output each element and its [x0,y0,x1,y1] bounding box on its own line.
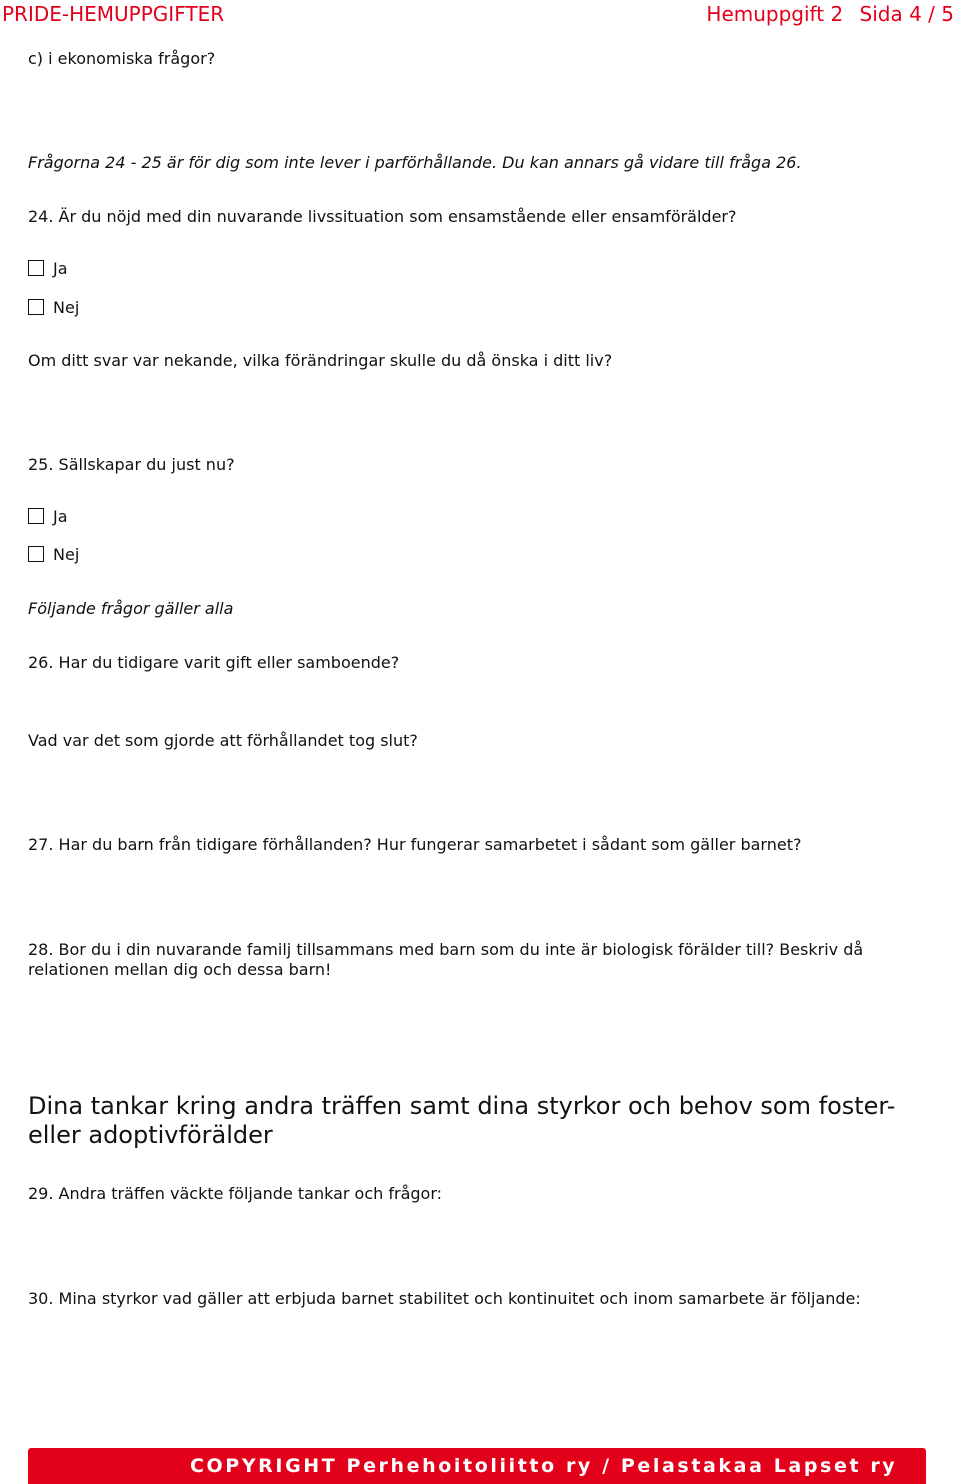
q24-option-ja[interactable] [28,258,68,278]
checkbox-icon[interactable] [28,546,44,562]
checkbox-icon[interactable] [28,260,44,276]
question-26-followup: Vad var det som gjorde att förhållandet tog slut? [28,731,418,750]
document-title: PRIDE-HEMUPPGIFTER [2,2,225,26]
question-23c: c) i ekonomiska frågor? [28,49,216,68]
q25-option-ja[interactable] [28,506,68,526]
section-heading: Dina tankar kring andra träffen samt dina styrkor och behov som foster- eller adoptivförälder [28,1092,896,1149]
question-25: 25. Sällskapar du just nu? [28,455,235,474]
option-label: Ja [53,506,68,526]
page-header-info [696,2,954,26]
option-label: Nej [53,544,80,564]
option-label: Ja [53,258,68,278]
assignment-label: Hemuppgift 2 [706,2,844,26]
note-questions-24-25: Frågorna 24 - 25 är för dig som inte lever i parförhållande. Du kan annars gå vidare till fråga 26. [28,153,802,172]
checkbox-icon[interactable] [28,299,44,315]
checkbox-icon[interactable] [28,508,44,524]
question-24-followup: Om ditt svar var nekande, vilka förändringar skulle du då önska i ditt liv? [28,351,613,370]
option-label: Nej [53,297,80,317]
question-29: 29. Andra träffen väckte följande tankar och frågor: [28,1184,443,1203]
footer-copyright: COPYRIGHT Perhehoitoliitto ry / Pelastakaa Lapset ry [190,1455,898,1477]
q24-option-nej[interactable] [28,297,79,317]
q25-option-nej[interactable] [28,544,79,564]
question-24: 24. Är du nöjd med din nuvarande livssituation som ensamstående eller ensamförälder? [28,207,737,226]
note-all-questions: Följande frågor gäller alla [28,599,234,618]
question-27: 27. Har du barn från tidigare förhållanden? Hur fungerar samarbetet i sådant som gäller barnet? [28,835,802,854]
question-26: 26. Har du tidigare varit gift eller samboende? [28,653,400,672]
page-number: Sida 4 / 5 [859,2,954,26]
question-28-line1: 28. Bor du i din nuvarande familj tillsammans med barn som du inte är biologisk förälder till? Beskriv då [28,940,864,959]
question-30: 30. Mina styrkor vad gäller att erbjuda barnet stabilitet och kontinuitet och inom samarbete är följande: [28,1289,861,1308]
question-28-line2: relationen mellan dig och dessa barn! [28,960,332,979]
